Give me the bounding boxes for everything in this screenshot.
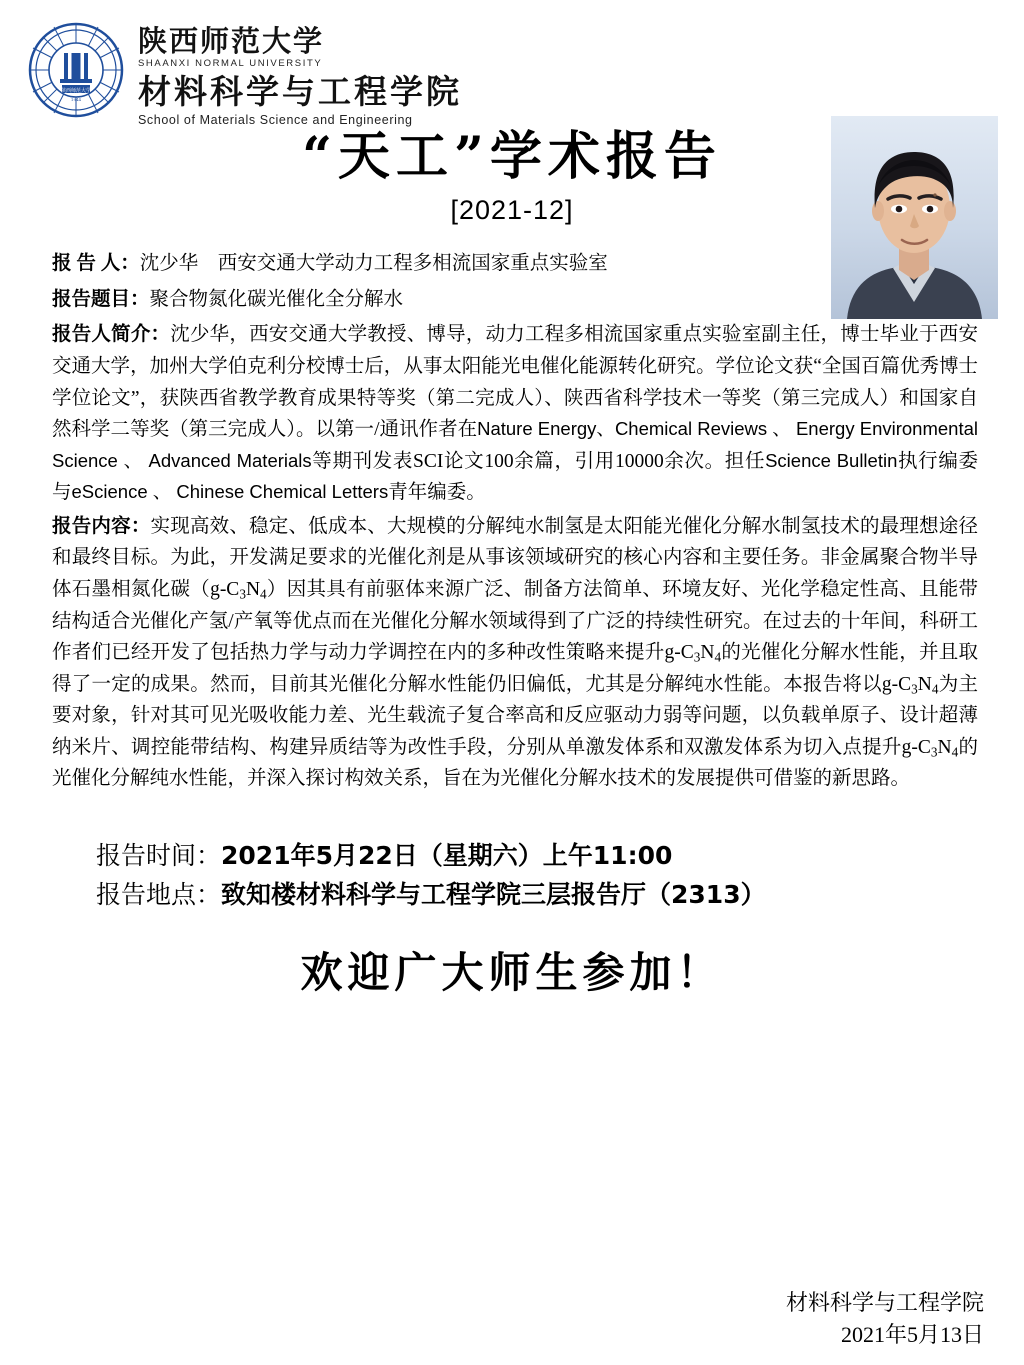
abstract-sub-5: 3 [911,681,918,697]
school-name-en: School of Materials Science and Engineering [138,113,413,128]
bio-paragraph [52,319,978,508]
page-title: “天工”学术报告 [302,126,722,187]
abstract-text-i: 的光催化分解纯水性能，并深入探讨构效关系，旨在为光催化分解水技术的发展提供可借鉴的新思路。 [52,736,978,790]
abstract-label: 报告内容： [52,515,151,537]
issue-number: [2021-12] [450,195,574,226]
bio-text-1: 沈少华，西安交通大学教授、博导，动力工程多相流国家重点实验室副主任，博士毕业于西安交通大学，加州大学伯克利分校博士后，从事太阳能光电催化能源转化研究。学位论文获“全国百篇优秀博士学位论文”，获陕西省教学教育成果特等奖（第二完成人）、陕西省科学技术一等奖（第三完成人）和国家自然科学二等奖（第三完成人）。以第一/通讯作者在 [52,324,978,441]
document-footer [786,1287,984,1351]
event-time-row [96,837,1024,876]
svg-text:陕西师范大学: 陕西师范大学 [60,88,92,94]
abstract-paragraph [52,511,978,795]
event-place-label: 报告地点： [96,879,222,909]
abstract-text-b: N [245,578,261,600]
abstract-text-c: ）因其具有前驱体来源广泛、制备方法简单、环境友好、光化学稳定性高、且能带结构适合光催化产氢/产氧等优点而在光催化分解水领域得到了广泛的持续性研究。在过去的十年间，科研工作者们已经开发了包括热力学与动力学调控在内的多种改性策略来提升g-C [52,578,978,664]
speaker-label: 报 告 人： [52,253,140,275]
welcome-message: 欢迎广大师生参加！ [300,948,724,998]
bio-journals-1: Nature Energy、Chemical Reviews 、 Energy Environmental Science 、 Advanced Materials [52,418,978,471]
abstract-sub-2: 4 [260,586,267,602]
logo-text-block [138,26,462,127]
title-area [0,128,1024,226]
abstract-sub-1: 3 [239,586,246,602]
speaker-value: 沈少华 西安交通大学动力工程多相流国家重点实验室 [139,253,608,275]
university-name-cn: 陕西师范大学 [138,24,325,58]
bio-text-2: 等期刊发表SCI论文100余篇，引用10000余次。担任 [311,450,766,472]
footer-date: 2021年5月13日 [840,1322,984,1348]
event-time-value: 2021年5月22日（星期六）上午11:00 [221,841,673,871]
bio-journals-3: eScience 、 Chinese Chemical Letters [71,481,389,503]
abstract-sub-6: 4 [931,681,939,697]
footer-organization: 材料科学与工程学院 [785,1290,984,1316]
abstract-text-e: 的光催化分解水性能，并且取得了一定的成果。然而，目前其光催化分解水性能仍旧偏低，尤其是分解纯水性能。本报告将以g-C [52,642,978,695]
abstract-text-a: 实现高效、稳定、低成本、大规模的分解纯水制氢是太阳能光催化分解水制氢技术的最理想途径和最终目标。为此，开发满足要求的光催化剂是从事该领域研究的核心内容和主要任务。非金属聚合物半导体石墨相氮化碳（g-C [52,515,978,600]
document-header [0,0,1024,128]
event-time-label: 报告时间： [96,841,222,871]
abstract-sub-3: 3 [693,649,701,665]
bio-label: 报告人简介： [52,324,171,346]
abstract-text-f: N [917,673,932,695]
abstract-text-h: N [937,736,952,758]
university-crest-icon [28,22,124,118]
abstract-sub-7: 3 [930,744,938,760]
topic-label: 报告题目： [52,288,150,310]
event-place-value: 致知楼材料科学与工程学院三层报告厅（2313） [221,879,766,909]
abstract-sub-4: 4 [714,649,722,665]
svg-text:1944: 1944 [70,97,82,102]
school-name-cn: 材料科学与工程学院 [138,72,462,112]
bio-text-4: 青年编委。 [388,482,486,504]
bio-journals-2: Science Bulletin [765,449,898,471]
bio-text-3: 执行编委与 [52,450,978,504]
document-body [0,248,1024,795]
event-place-row [96,876,1024,915]
topic-value: 聚合物氮化碳光催化全分解水 [149,288,404,310]
event-info [0,837,1024,914]
abstract-text-d: N [700,642,715,664]
abstract-sub-8: 4 [951,744,959,760]
university-name-en: SHAANXI NORMAL UNIVERSITY [138,58,323,70]
abstract-text-g: 为主要对象，针对其可见光吸收能力差、光生载流子复合率高和反应驱动力弱等问题，以负载单原子、设计超薄纳米片、调控能带结构、构建异质结等为改性手段，分别从单激发体系和双激发体系为切入点提升g-C [52,673,978,758]
